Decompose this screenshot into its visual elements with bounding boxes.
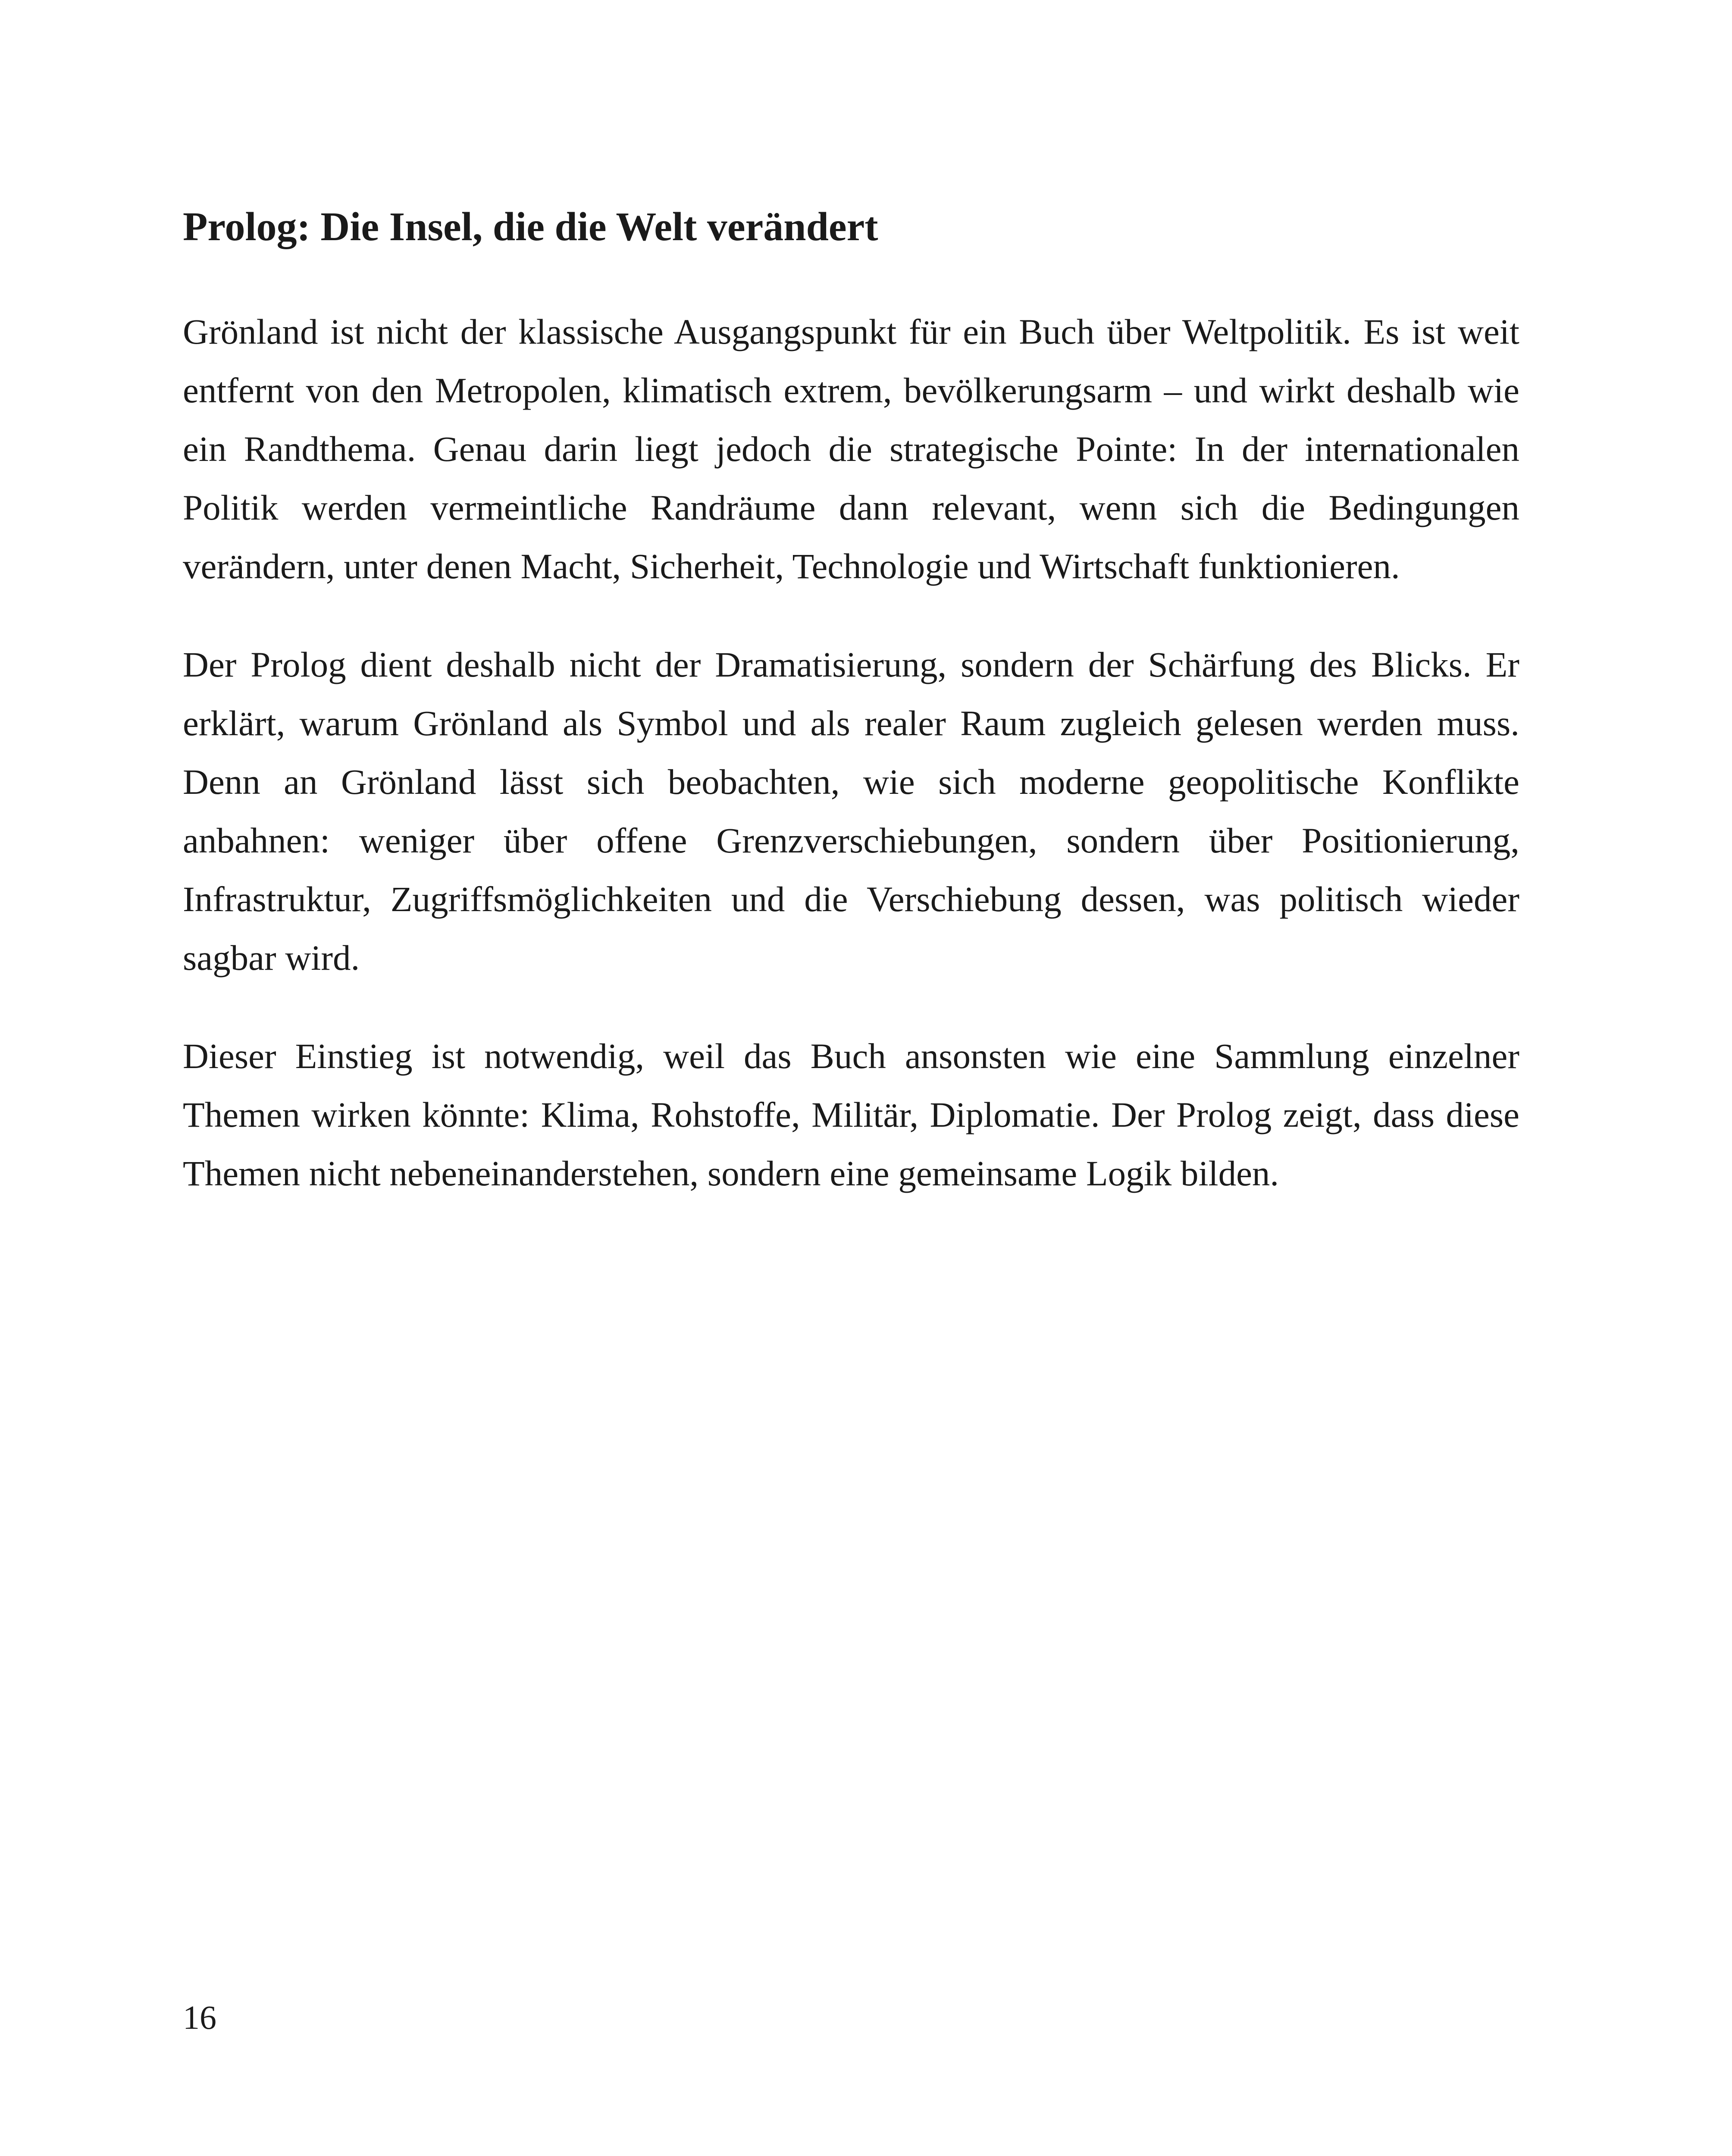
page-content [183, 203, 1519, 1242]
paragraph-1: Grönland ist nicht der klassische Ausgangspunkt für ein Buch über Weltpolitik. Es ist weit entfernt von den Metropolen, klimatisch extrem, bevölkerungsarm – und wirkt deshalb wie ein Randthema. Genau darin liegt jedoch die strategische Pointe: In der internationalen Politik werden vermeintliche Randräume dann relevant, wenn sich die Bedingungen verändern, unter denen Macht, Sicherheit, Technologie und Wirtschaft funktionieren. [183, 311, 1519, 586]
page-number: 16 [183, 1999, 216, 2036]
paragraph-3: Dieser Einstieg ist notwendig, weil das Buch ansonsten wie eine Sammlung einzelner Themen wirken könnte: Klima, Rohstoffe, Militär, Diplomatie. Der Prolog zeigt, dass diese Themen nicht nebeneinanderstehen, sondern eine gemeinsame Logik bilden. [183, 1036, 1519, 1193]
chapter-heading: Prolog: Die Insel, die die Welt verändert [183, 204, 878, 249]
paragraph-2: Der Prolog dient deshalb nicht der Dramatisierung, sondern der Schärfung des Blicks. Er erklärt, warum Grönland als Symbol und als realer Raum zugleich gelesen werden muss. Denn an Grönland lässt sich beobachten, wie sich moderne geopolitische Konflikte anbahnen: weniger über offene Grenzverschiebungen, sondern über Positionierung, Infrastruktur, Zugriffsmöglichkeiten und die Verschiebung dessen, was politisch wieder sagbar wird. [183, 644, 1519, 978]
